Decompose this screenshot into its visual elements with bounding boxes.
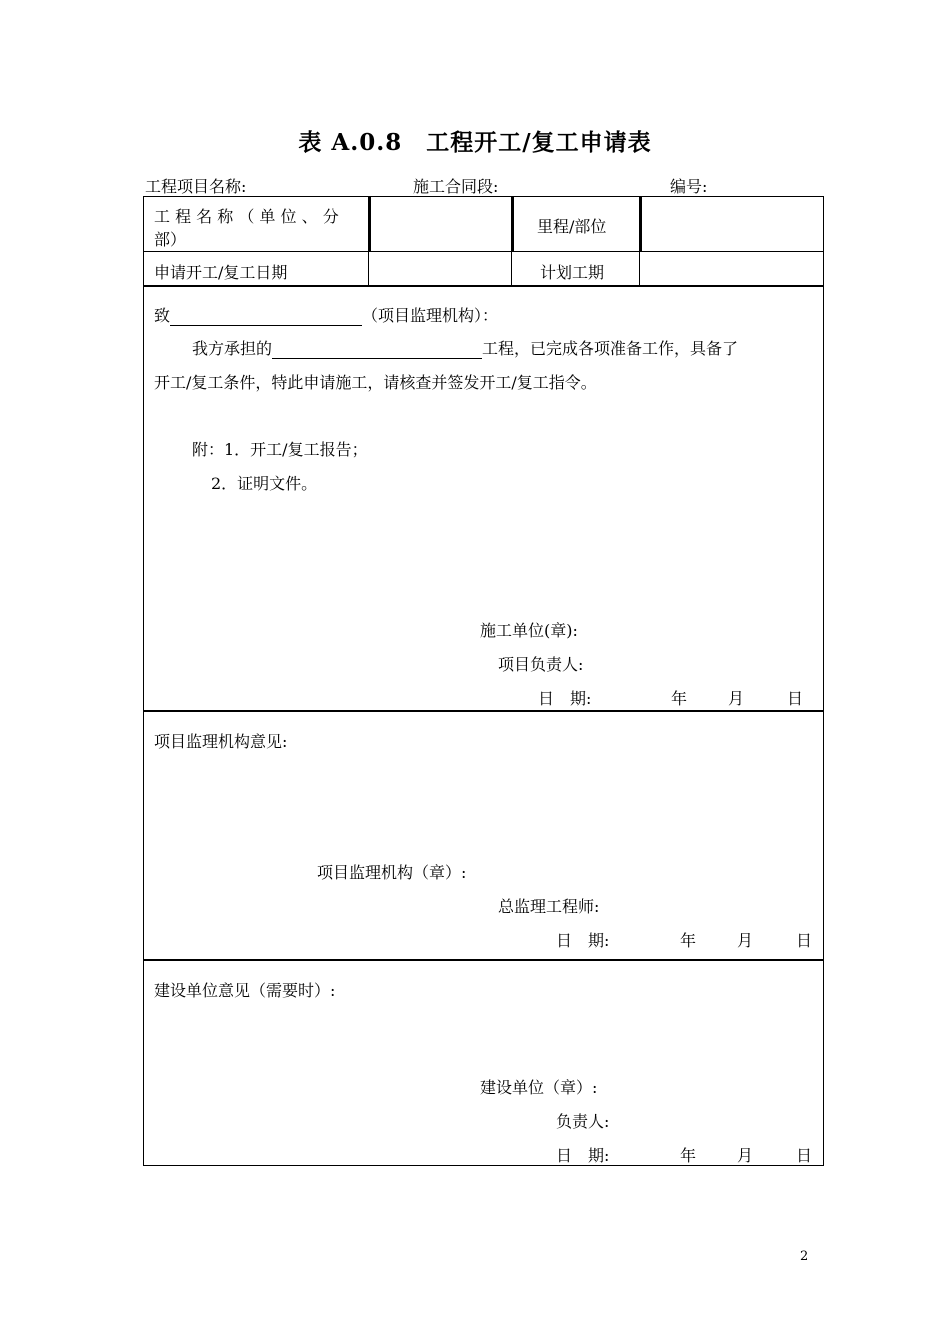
section-divider [143, 710, 824, 712]
owner-date-label: 日 期: [556, 1146, 610, 1165]
month-label: 月 [737, 931, 754, 950]
year-label: 年 [680, 1146, 697, 1165]
project-blank[interactable] [272, 340, 482, 359]
body-prefix: 我方承担的 [192, 339, 273, 358]
owner-opinion-area[interactable] [154, 1001, 819, 1066]
application-body-line2: 开工/复工条件，特此申请施工，请核查并签发开工/复工指令。 [154, 373, 597, 392]
project-name-cell-label-line2: 部） [154, 230, 187, 249]
col-divider [511, 251, 512, 285]
project-name-label: 工程项目名称: [145, 177, 247, 196]
application-date-label: 日 期: [538, 689, 592, 708]
planned-period-label: 计划工期 [540, 263, 605, 282]
serial-number-label: 编号: [670, 177, 708, 196]
apply-date-value-cell[interactable] [370, 253, 510, 284]
addressee-prefix: 致 [154, 306, 171, 325]
addressee-suffix: （项目监理机构）： [362, 306, 499, 325]
project-name-value-cell[interactable] [370, 198, 510, 250]
chief-engineer-label: 总监理工程师: [498, 897, 600, 916]
supervision-opinion-label: 项目监理机构意见: [154, 732, 288, 751]
application-body-line1 [192, 336, 738, 359]
page-number: 2 [800, 1249, 809, 1264]
supervision-date-label: 日 期: [556, 931, 610, 950]
project-name-cell-label-line1: 工 程 名 称 （ 单 位 、 分 [154, 207, 339, 226]
owner-responsible-label: 负责人: [556, 1112, 610, 1131]
apply-date-label: 申请开工/复工日期 [154, 263, 288, 282]
supervision-opinion-area[interactable] [154, 752, 819, 852]
day-label: 日 [796, 931, 813, 950]
form-title: 表 A.0.8 工程开工/复工申请表 [298, 129, 652, 156]
year-label: 年 [680, 931, 697, 950]
day-label: 日 [787, 689, 804, 708]
mileage-label: 里程/部位 [537, 217, 607, 236]
owner-opinion-label: 建设单位意见（需要时）: [154, 981, 336, 1000]
row-divider [143, 251, 824, 252]
planned-period-value-cell[interactable] [642, 253, 822, 284]
supervision-org-blank[interactable] [170, 307, 362, 326]
supervision-seal-label: 项目监理机构（章）: [317, 863, 467, 882]
project-manager-label: 项目负责人: [498, 655, 584, 674]
body-suffix: 工程，已完成各项准备工作，具备了 [482, 339, 739, 358]
day-label: 日 [796, 1146, 813, 1165]
month-label: 月 [728, 689, 745, 708]
section-divider [143, 959, 824, 961]
row-divider [143, 285, 824, 287]
year-label: 年 [671, 689, 688, 708]
attachment-line2: 2．证明文件。 [211, 474, 318, 493]
addressee-line [154, 303, 498, 326]
owner-seal-label: 建设单位（章）: [480, 1078, 598, 1097]
col-divider [511, 196, 514, 251]
col-divider [639, 251, 640, 285]
month-label: 月 [737, 1146, 754, 1165]
mileage-value-cell[interactable] [642, 198, 822, 250]
col-divider [368, 251, 369, 285]
attachment-line1: 附：1．开工/复工报告； [192, 440, 368, 459]
contract-section-label: 施工合同段: [413, 177, 499, 196]
contractor-seal-label: 施工单位(章): [480, 621, 578, 640]
